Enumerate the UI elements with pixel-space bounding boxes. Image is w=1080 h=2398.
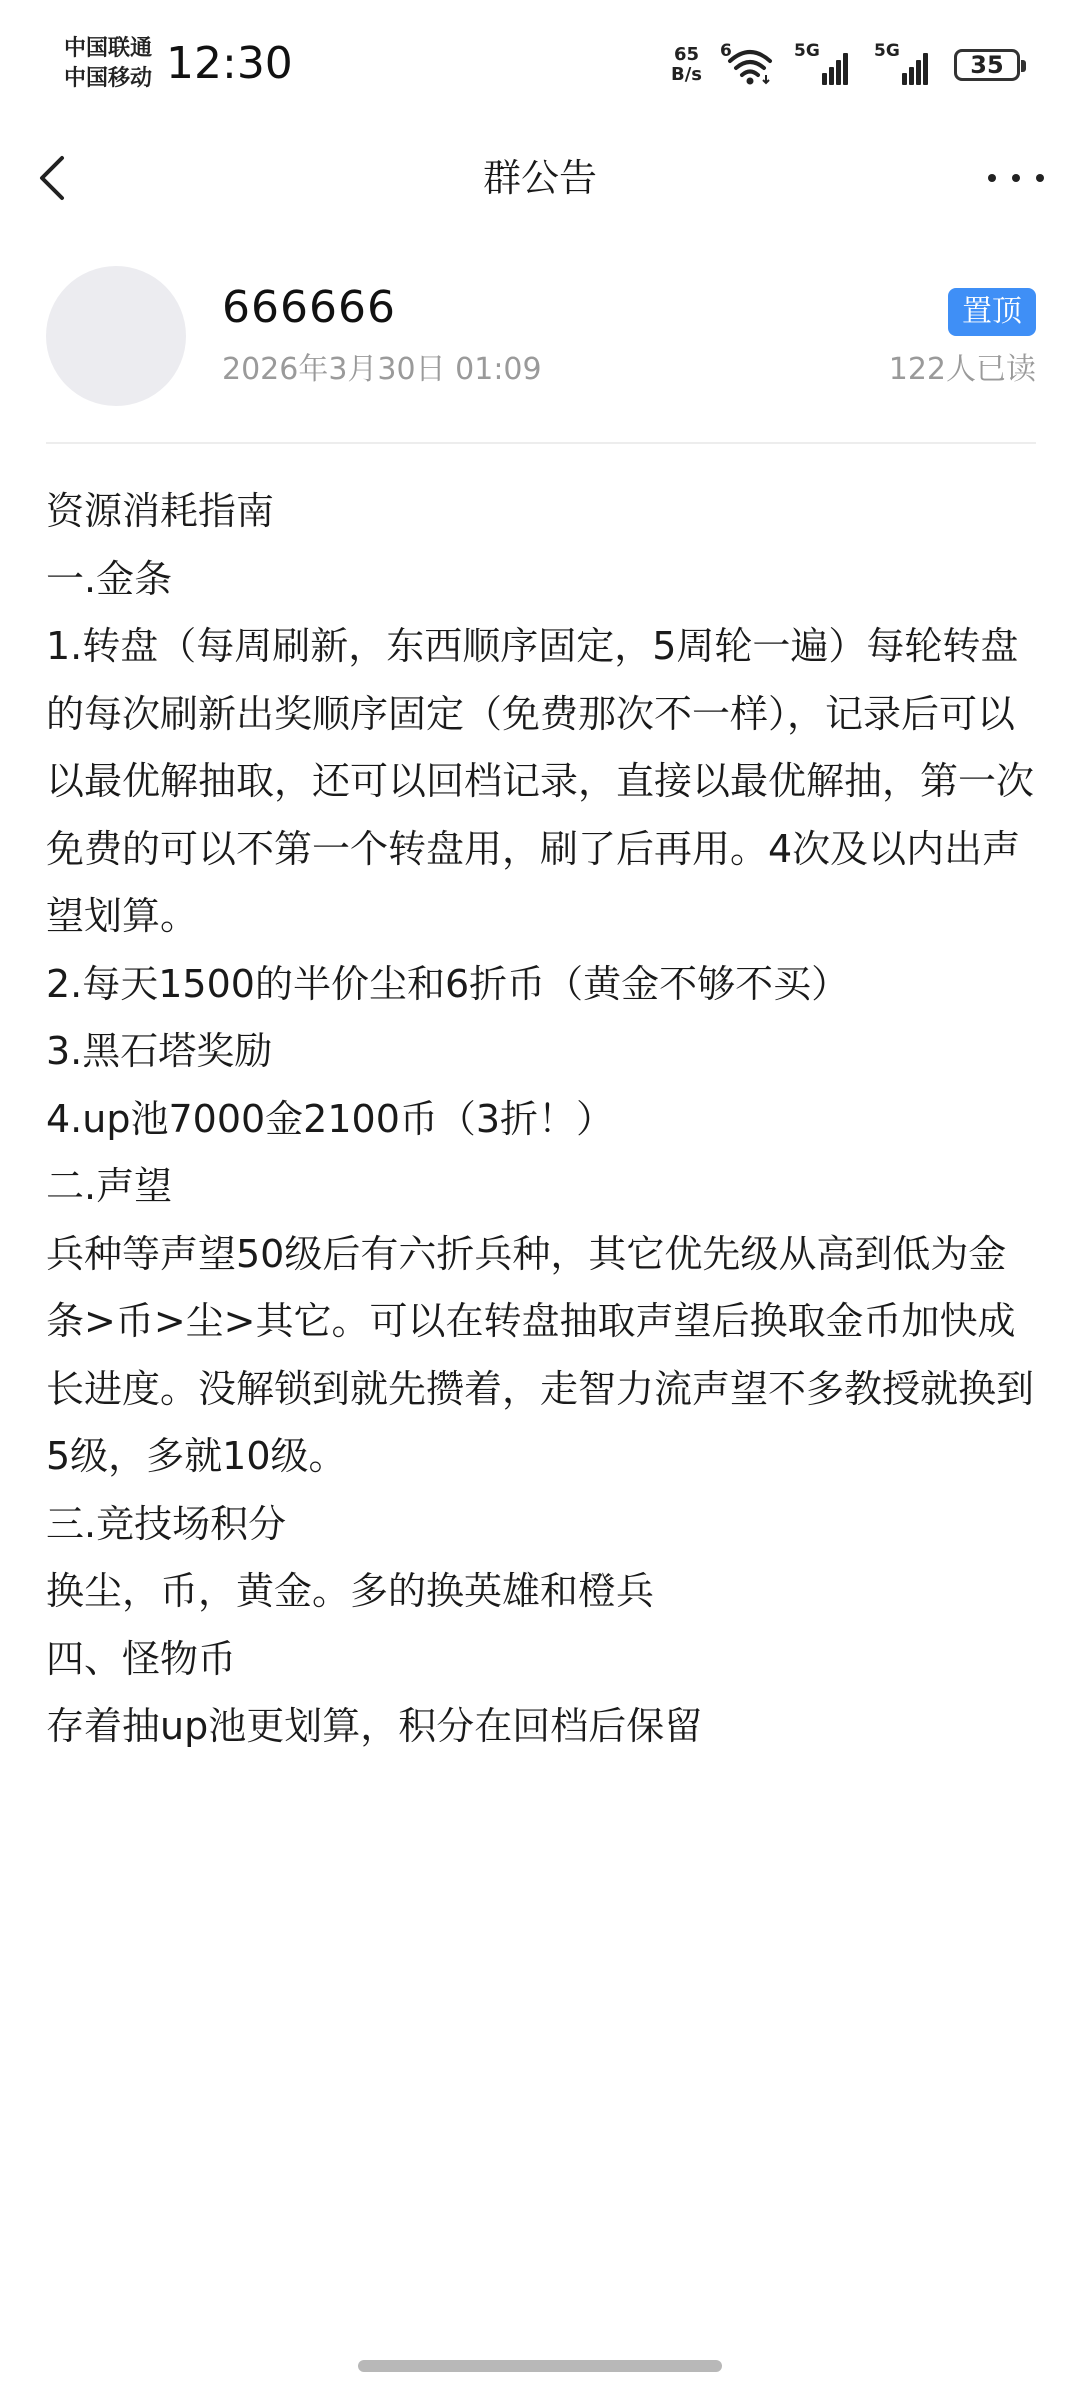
pinned-badge: 置顶 xyxy=(948,288,1036,336)
sim1-network-tag: 5G xyxy=(794,41,820,61)
more-dots-icon[interactable] xyxy=(988,160,1044,196)
author-name: 666666 xyxy=(222,282,396,333)
body-paragraph: 四、怪物币 xyxy=(46,1636,237,1681)
carrier-2: 中国移动 xyxy=(64,66,153,91)
battery-icon xyxy=(954,49,1020,81)
read-count[interactable]: 122人已读 xyxy=(888,352,1036,387)
post-date: 2026年3月30日 01:09 xyxy=(222,352,542,387)
body-paragraph: 2.每天1500的半价尘和6折币（黄金不够不买） xyxy=(46,961,850,1006)
header-divider xyxy=(46,442,1036,444)
body-paragraph: 4.up池7000金2100币（3折！） xyxy=(46,1096,615,1141)
network-speed xyxy=(671,45,702,85)
signal-icon-sim2 xyxy=(874,41,936,85)
page-title: 群公告 xyxy=(482,156,597,200)
body-paragraph: 一.金条 xyxy=(46,556,173,601)
status-bar xyxy=(0,0,1080,130)
body-paragraph: 兵种等声望50级后有六折兵种，其它优先级从高到低为金条>币>尘>其它。可以在转盘抽取声望后换取金币加快成长进度。没解锁到就先攒着，走智力流声望不多教授就换到5级，多就10级。 xyxy=(46,1231,1035,1478)
post-header xyxy=(46,262,1036,442)
signal-icon-sim1 xyxy=(794,41,856,85)
body-paragraph: 三.竞技场积分 xyxy=(46,1501,287,1546)
body-paragraph: 1.转盘（每周刷新，东西顺序固定，5周轮一遍）每轮转盘的每次刷新出奖顺序固定（免费那次不一样），记录后可以以最优解抽取，还可以回档记录，直接以最优解抽，第一次免费的可以不第一个转盘用，刷了后再用。4次及以内出声望划算。 xyxy=(46,624,1035,938)
network-speed-unit: B/s xyxy=(670,64,702,85)
avatar[interactable] xyxy=(46,266,186,406)
wifi-tag: 6 xyxy=(720,41,732,61)
body-paragraph: 资源消耗指南 xyxy=(46,489,275,533)
wifi-icon xyxy=(720,41,776,85)
body-paragraph: 3.黑石塔奖励 xyxy=(46,1029,273,1073)
home-indicator[interactable] xyxy=(358,2360,722,2372)
network-speed-value: 65 xyxy=(673,44,700,65)
body-paragraph: 存着抽up池更划算，积分在回档后保留 xyxy=(46,1704,703,1748)
battery-level: 35 xyxy=(970,51,1004,79)
body-paragraph: 二.声望 xyxy=(46,1164,173,1208)
nav-bar xyxy=(0,130,1080,226)
clock: 12:30 xyxy=(166,38,293,89)
carrier-names xyxy=(64,34,152,94)
body-paragraph: 换尘，币，黄金。多的换英雄和橙兵 xyxy=(46,1569,655,1613)
status-icons xyxy=(671,40,1020,90)
announcement-body xyxy=(46,478,1036,1761)
carrier-1: 中国联通 xyxy=(64,36,153,61)
sim2-network-tag: 5G xyxy=(874,41,900,61)
